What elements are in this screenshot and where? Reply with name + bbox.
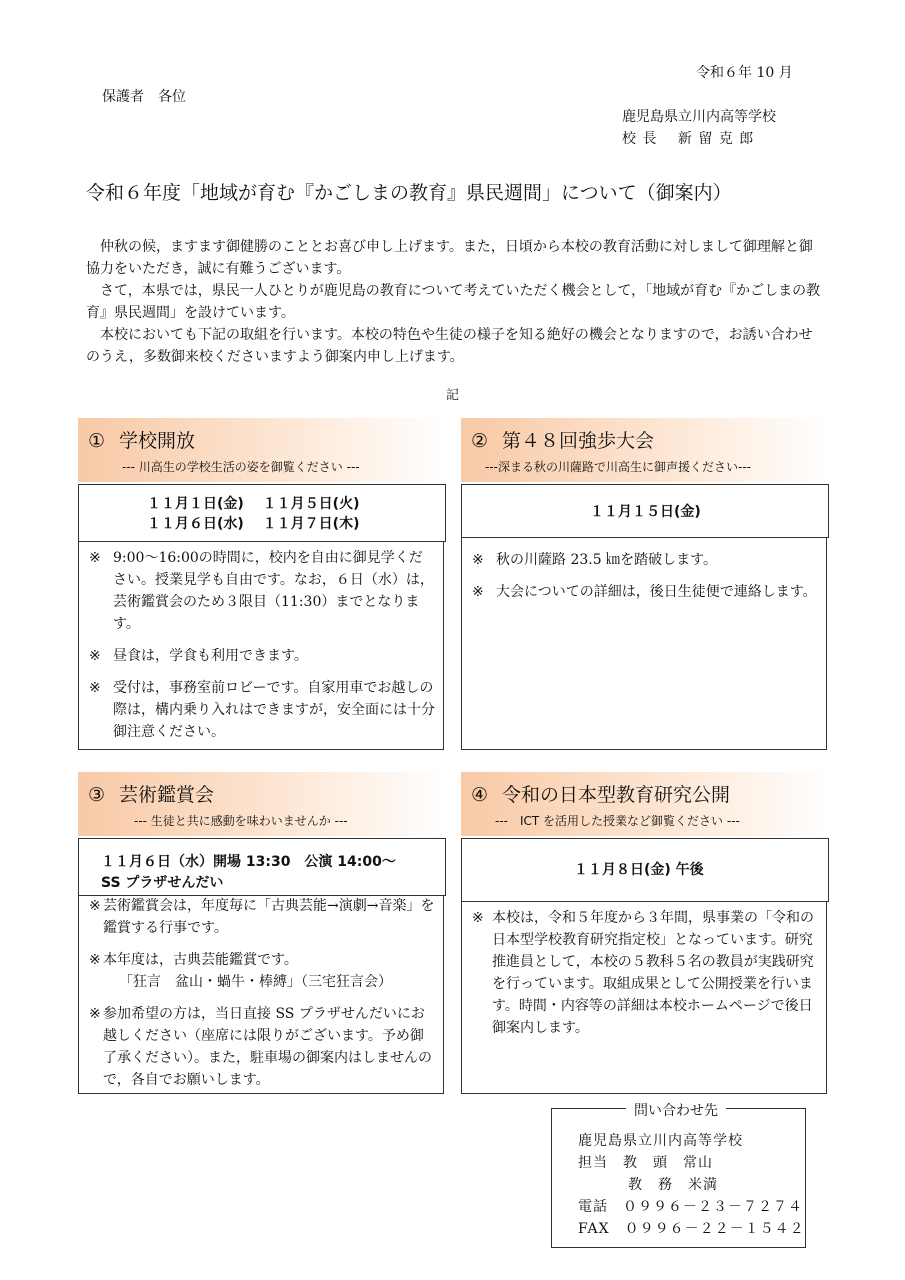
note-mark: ※	[89, 648, 101, 664]
note-mark: ※	[89, 898, 101, 914]
school-name: 鹿児島県立川内高等学校	[622, 109, 776, 125]
section4-header	[461, 772, 829, 836]
contact-tel: 電話 ０９９６－２３－７２７４	[578, 1199, 803, 1215]
section4-title-text: 令和の日本型教育研究公開	[502, 784, 731, 806]
section2-header	[461, 418, 829, 482]
section3-number: ③	[88, 784, 106, 806]
intro-text	[86, 236, 824, 368]
section4-date-box	[461, 838, 829, 902]
section2-title-text: 第４８回強歩大会	[502, 430, 655, 452]
note-mark: ※	[89, 1006, 101, 1022]
note-text: 昼食は，学食も利用できます。	[113, 648, 308, 664]
section3-header	[78, 772, 446, 836]
note-mark: ※	[89, 550, 101, 566]
note-text: 大会についての詳細は，後日生徒便で連絡します。	[496, 584, 817, 600]
contact-person-1: 担当 教 頭 常山	[578, 1155, 713, 1171]
section3-date-line1: １１月６日（水）開場 13:30 公演 14:00～	[101, 854, 396, 870]
note-mark: ※	[472, 552, 484, 568]
section3-title	[88, 780, 214, 807]
note-text: 9:00～16:00の時間に，校内を自由に御見学ください。授業見学も自由です。なお，６日（水）は，芸術鑑賞会のため３限目（11:30）までとなります。	[113, 550, 434, 632]
section3-title-text: 芸術鑑賞会	[119, 784, 215, 806]
section1-date-line1: １１月１日(金) １１月５日(火)	[147, 496, 360, 512]
section1-subtitle: --- 川高生の学校生活の姿を御覧ください ---	[122, 460, 360, 474]
section3-body	[78, 895, 444, 1094]
note-item	[79, 677, 435, 743]
note-item	[79, 1003, 435, 1091]
section3-date-box	[78, 838, 446, 896]
program-detail: 「狂言 盆山・蝸牛・棒縛」（三宅狂言会）	[119, 974, 392, 990]
contact-title: 問い合わせ先	[626, 1100, 726, 1120]
section2-date-line1: １１月１５日(金)	[590, 504, 701, 520]
note-item	[462, 581, 818, 603]
contact-fax: FAX ０９９６－２２－１５４２	[578, 1221, 805, 1237]
issue-date: 令和６年 10 月	[696, 65, 793, 81]
section2-subtitle: ---深まる秋の川薩路で川高生に御声援ください---	[485, 460, 751, 474]
section4-date-line1: １１月８日(金) 午後	[574, 862, 704, 878]
note-mark: ※	[89, 952, 101, 968]
section1-title	[88, 426, 195, 453]
note-text: 参加希望の方は，当日直接 SS プラザせんだいにお越しください（座席には限りがございます。予め御了承ください）。また，駐車場の御案内はしませんので，各自でお願いします。	[103, 1006, 432, 1088]
recipient: 保護者 各位	[102, 89, 186, 105]
intro-paragraph: 仲秋の候，ますます御健勝のこととお喜び申し上げます。また，日頃から本校の教育活動に対しまして御理解と御協力をいただき，誠に有難うございます。	[86, 239, 813, 277]
note-mark: ※	[472, 584, 484, 600]
document-title: 令和６年度「地域が育む『かごしまの教育』県民週間」について（御案内）	[86, 182, 732, 204]
note-text: 本年度は，古典芸能鑑賞です。	[103, 952, 298, 968]
note-mark: ※	[472, 910, 484, 926]
section1-date-line2: １１月６日(水) １１月７日(木)	[147, 516, 360, 532]
intro-paragraph: さて，本県では，県民一人ひとりが鹿児島の教育について考えていただく機会として，「地域が育む『かごしまの教育』県民週間」を設けています。	[86, 283, 821, 321]
note-item	[79, 645, 435, 667]
note-item	[462, 907, 818, 1039]
section4-title	[471, 780, 730, 807]
section3-subtitle: --- 生徒と共に感動を味わいませんか ---	[134, 814, 348, 828]
section3-venue: SS プラザせんだい	[101, 875, 224, 891]
contact-person-2: 教 務 米満	[628, 1177, 718, 1193]
ki-heading: 記	[446, 388, 460, 403]
note-text: 本校は，令和５年度から３年間，県事業の「令和の日本型学校教育研究指定校」となっています。研究推進員として，本校の５教科５名の教員が実践研究を行っています。取組成果として公開授業を行います。時間・内容等の詳細は本校ホームページで後日御案内します。	[492, 910, 814, 1036]
section4-number: ④	[471, 784, 489, 806]
section4-body	[461, 901, 827, 1094]
note-text: 受付は，事務室前ロビーです。自家用車でお越しの際は，構内乗り入れはできますが，安全面には十分御注意ください。	[113, 680, 435, 740]
section4-subtitle: --- ICT を活用した授業など御覧ください ---	[495, 814, 740, 828]
note-text: 芸術鑑賞会は，年度毎に「古典芸能→演劇→音楽」を鑑賞する行事です。	[103, 898, 435, 936]
contact-school: 鹿児島県立川内高等学校	[578, 1133, 743, 1149]
note-item	[462, 549, 818, 571]
section1-body	[78, 541, 444, 750]
principal-name: 校 長 新 留 克 郎	[622, 131, 755, 147]
note-item	[79, 895, 435, 939]
section1-header	[78, 418, 446, 482]
note-mark: ※	[89, 680, 101, 696]
section1-date-box	[78, 484, 446, 542]
section2-number: ②	[471, 430, 489, 452]
section2-title	[471, 426, 654, 453]
section2-body	[461, 537, 827, 750]
note-text: 秋の川薩路 23.5 ㎞を踏破します。	[496, 552, 717, 568]
section1-number: ①	[88, 430, 106, 452]
intro-paragraph: 本校においても下記の取組を行います。本校の特色や生徒の様子を知る絶好の機会となりますので，お誘い合わせのうえ，多数御来校くださいますよう御案内申し上げます。	[86, 327, 813, 365]
note-item	[79, 547, 435, 635]
section2-date-box	[461, 484, 829, 538]
section1-title-text: 学校開放	[119, 430, 196, 452]
note-item	[79, 949, 435, 971]
